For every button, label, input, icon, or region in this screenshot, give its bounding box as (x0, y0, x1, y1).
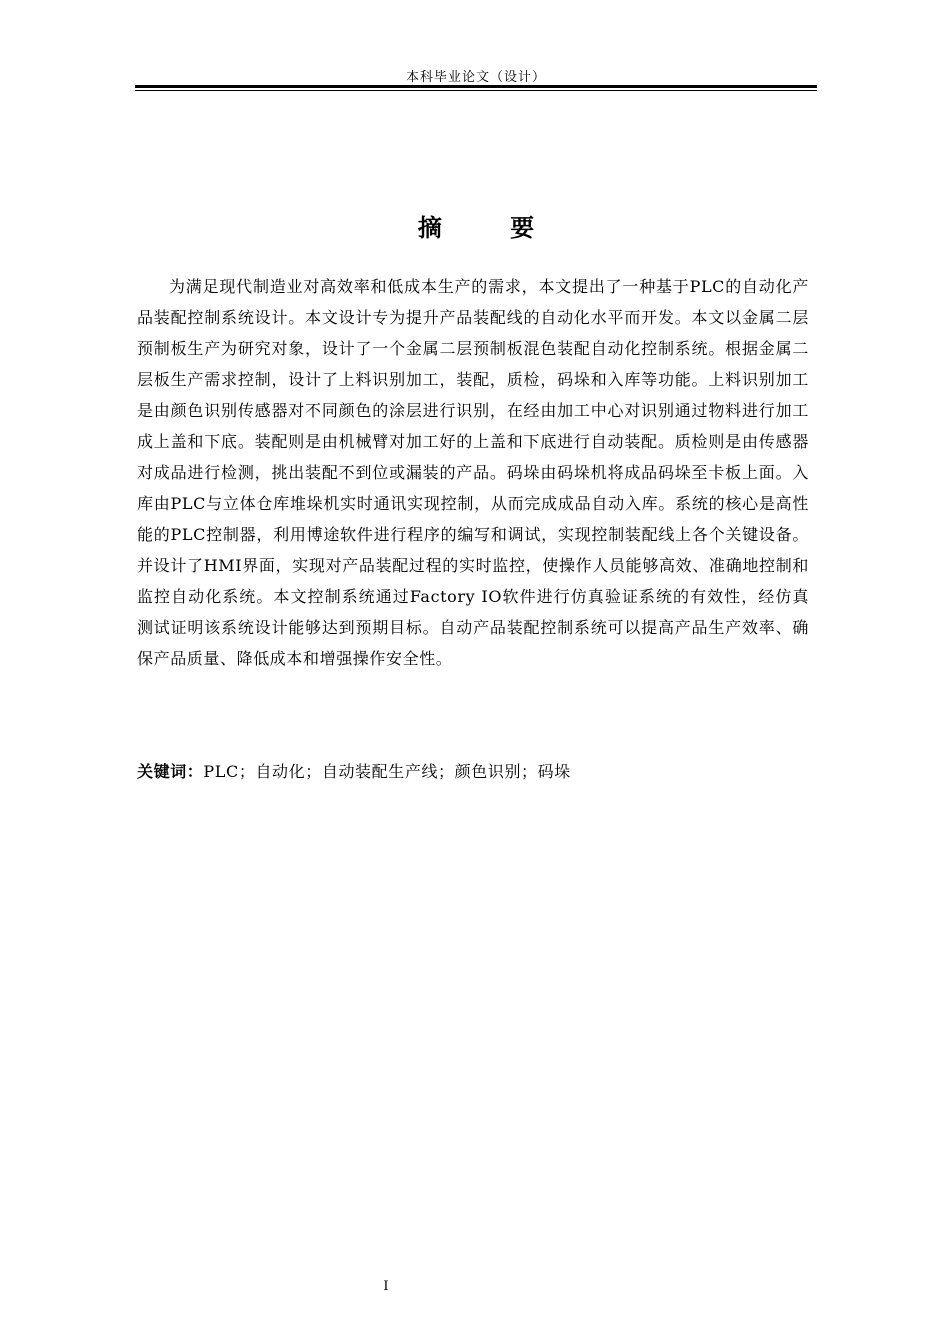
abstract-body: 为满足现代制造业对高效率和低成本生产的需求，本文提出了一种基于PLC的自动化产品装配控制系统设计。本文设计专为提升产品装配线的自动化水平而开发。本文以金属二层预制板生产为研究对象，设计了一个金属二层预制板混色装配自动化控制系统。根据金属二层板生产需求控制，设计了上料识别加工，装配，质检，码垛和入库等功能。上料识别加工是由颜色识别传感器对不同颜色的涂层进行识别，在经由加工中心对识别通过物料进行加工成上盖和下底。装配则是由机械臂对加工好的上盖和下底进行自动装配。质检则是由传感器对成品进行检测，挑出装配不到位或漏装的产品。码垛由码垛机将成品码垛至卡板上面。入库由PLC与立体仓库堆垛机实时通讯实现控制，从而完成成品自动入库。系统的核心是高性能的PLC控制器，利用博途软件进行程序的编写和调试，实现控制装配线上各个关键设备。并设计了HMI界面，实现对产品装配过程的实时监控，使操作人员能够高效、准确地控制和监控自动化系统。本文控制系统通过Factory IO软件进行仿真验证系统的有效性，经仿真测试证明该系统设计能够达到预期目标。自动产品装配控制系统可以提高产品生产效率、确保产品质量、降低成本和增强操作安全性。 (137, 277, 809, 668)
page-number: I (383, 1279, 389, 1294)
header-rule-thin (135, 90, 817, 91)
abstract-title: 摘 要 (417, 214, 565, 242)
header-rule-thick (135, 85, 817, 88)
keywords-text: PLC；自动化；自动装配生产线；颜色识别；码垛 (203, 762, 571, 781)
keywords-line (137, 756, 809, 787)
running-header: 本科毕业论文（设计） (405, 70, 546, 85)
keywords-label: 关键词： (137, 762, 204, 781)
